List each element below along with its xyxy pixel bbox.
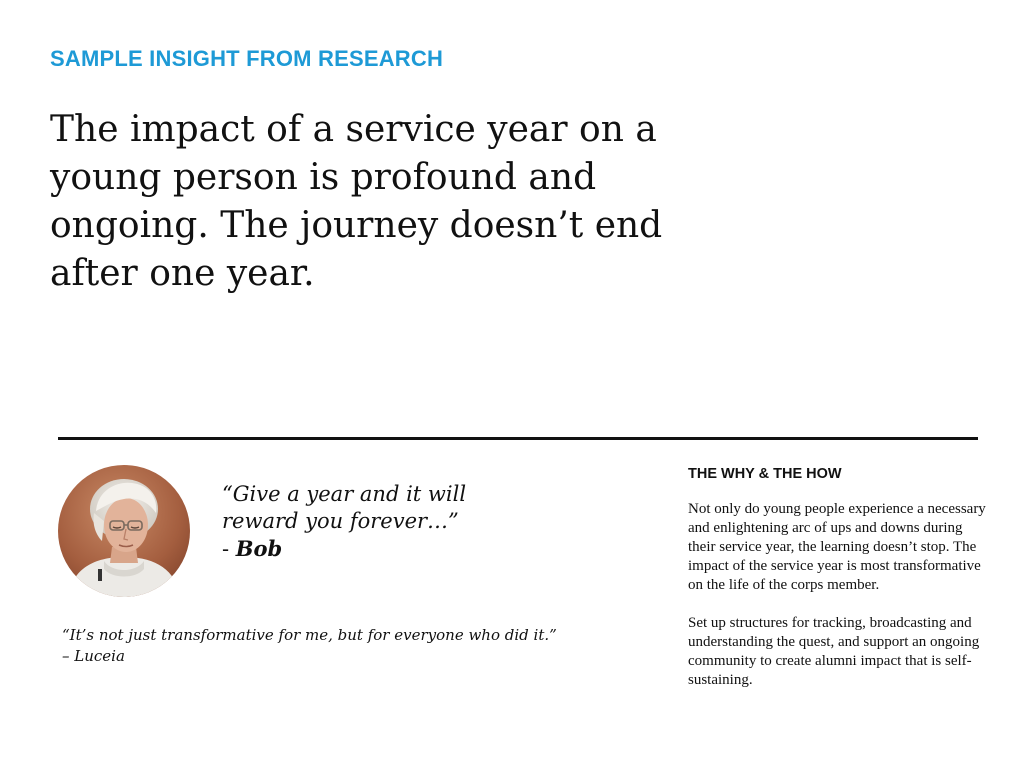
portrait-photo [58,465,190,597]
featured-quote-line-1: “Give a year and it will [222,482,467,506]
divider [58,437,978,440]
featured-quote-line-2: reward you forever…” [222,509,459,533]
secondary-quote-text: “It’s not just transformative for me, but for everyone who did it.” [62,626,557,644]
secondary-quote [62,625,622,667]
how-paragraph: Set up structures for tracking, broadcasting and understanding the quest, and support an ongoing community to create alumni impact that is self-sustaining. [688,615,980,688]
why-paragraph: Not only do young people experience a necessary and enlightening arc of ups and downs during their service year, the learning doesn’t stop. The impact of the service year is most transformative on the life of the corps member. [688,501,986,593]
featured-quote-attribution [222,535,512,563]
why-and-how-heading: THE WHY & THE HOW [688,466,842,482]
featured-quote [222,481,512,563]
section-eyebrow: SAMPLE INSIGHT FROM RESEARCH [50,46,444,71]
headline: The impact of a service year on a young person is profound and ongoing. The journey doesn’t end after one year. [50,109,663,294]
portrait-illustration [58,465,190,597]
attribution-dash: - [222,537,236,561]
attribution-name: Bob [235,536,283,561]
secondary-quote-attribution: – Luceia [62,647,125,665]
why-and-how-panel [688,466,988,709]
